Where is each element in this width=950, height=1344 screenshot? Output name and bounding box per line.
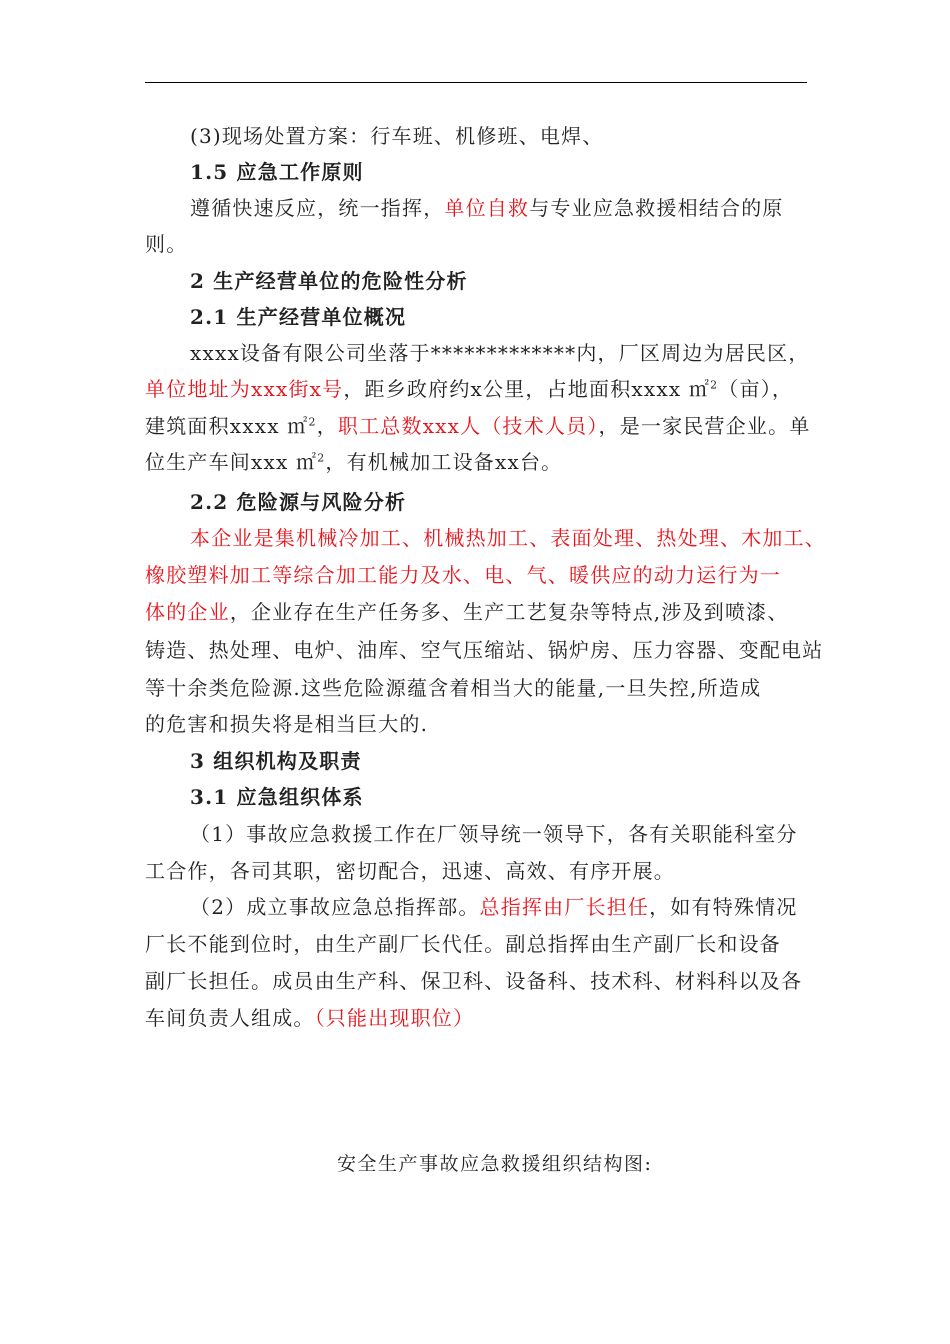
text: ，有机械加工设备xx台。 xyxy=(325,450,563,474)
text: 等十余类危险源.这些危险源蕴含着相当大的能量,一旦失控,所造成 xyxy=(145,676,762,700)
highlight-text: 单位地址为xxx街x号 xyxy=(145,377,344,401)
highlight-text: 橡胶塑料加工等综合加工能力及水、电、气、暖供应的动力运行为一 xyxy=(145,563,781,587)
heading-text: 3.1 应急组织体系 xyxy=(190,785,364,809)
text: 铸造、热处理、电炉、油库、空气压缩站、锅炉房、压力容器、变配电站 xyxy=(145,638,824,662)
heading-2 xyxy=(190,263,865,299)
heading-text: 2.2 危险源与风险分析 xyxy=(190,490,407,514)
header-rule xyxy=(145,82,807,83)
text: （1）事故应急救援工作在厂领导统一领导下，各有关职能科室分 xyxy=(190,822,798,846)
text: （2）成立事故应急总指挥部。 xyxy=(190,895,480,919)
text: ， xyxy=(316,414,338,438)
heading-3-1 xyxy=(190,779,865,815)
text: （亩）， xyxy=(718,377,794,401)
text: 遵循快速反应，统一指挥， xyxy=(190,196,445,220)
text: 厂长不能到位时，由生产副厂长代任。副总指挥由生产副厂长和设备 xyxy=(145,932,781,956)
text: ，是一家民营企业。单 xyxy=(598,414,811,438)
principle-line-2 xyxy=(145,226,820,262)
overview-line-2 xyxy=(145,371,820,407)
highlight-text: 体的企业 xyxy=(145,600,230,624)
heading-text: 1.5 应急工作原则 xyxy=(190,160,364,184)
text: 位生产车间xxx ㎡ xyxy=(145,450,318,474)
risk-line-4 xyxy=(145,632,824,668)
text: 工合作，各司其职，密切配合，迅速、高效、有序开展。 xyxy=(145,859,675,883)
superscript: 2 xyxy=(710,378,719,392)
text: ，企业存在生产任务多、生产工艺复杂等特点,涉及到喷漆、 xyxy=(229,600,789,624)
principle-line-1 xyxy=(190,190,865,226)
org-line-3 xyxy=(190,889,865,925)
superscript: 2 xyxy=(308,415,317,429)
org-line-6 xyxy=(145,1000,820,1036)
org-line-1 xyxy=(190,816,865,852)
heading-text: 2 生产经营单位的危险性分析 xyxy=(190,269,468,293)
text: 与专业应急救援相结合的原 xyxy=(529,196,784,220)
overview-line-3 xyxy=(145,408,820,444)
org-chart-caption: 安全生产事故应急救援组织结构图: xyxy=(337,1153,653,1175)
text: (3)现场处置方案：行车班、机修班、电焊、 xyxy=(190,124,604,148)
text: 车间负责人组成。 xyxy=(145,1006,315,1030)
risk-line-2 xyxy=(145,557,820,593)
org-line-2 xyxy=(145,853,820,889)
overview-line-4 xyxy=(145,444,820,480)
text: xxxx设备有限公司坐落于*************内，厂区周边为居民区， xyxy=(190,341,810,365)
risk-line-1 xyxy=(190,520,865,556)
risk-line-5 xyxy=(145,670,820,706)
org-line-4 xyxy=(145,926,820,962)
heading-3 xyxy=(190,743,865,779)
text: ，距乡政府约x公里，占地面积xxxx ㎡ xyxy=(343,377,711,401)
risk-line-6 xyxy=(145,706,820,742)
heading-2-1 xyxy=(190,299,865,335)
text: 副厂长担任。成员由生产科、保卫科、设备科、技术科、材料科以及各 xyxy=(145,969,803,993)
text: 则。 xyxy=(145,232,188,256)
text: 的危害和损失将是相当巨大的. xyxy=(145,712,429,736)
text: ，如有特殊情况 xyxy=(649,895,798,919)
text: 建筑面积xxxx ㎡ xyxy=(145,414,309,438)
heading-text: 3 组织机构及职责 xyxy=(190,749,362,773)
highlight-text: 总指挥由厂长担任 xyxy=(479,895,650,919)
superscript: 2 xyxy=(317,451,326,465)
highlight-text: 职工总数xxx人（技术人员） xyxy=(337,414,599,438)
heading-2-2 xyxy=(190,484,865,520)
overview-line-1 xyxy=(190,335,865,371)
highlight-text: 本企业是集机械冷加工、机械热加工、表面处理、热处理、木加工、 xyxy=(190,526,826,550)
highlight-note: （只能出现职位） xyxy=(314,1006,475,1030)
heading-text: 2.1 生产经营单位概况 xyxy=(190,305,407,329)
risk-line-3 xyxy=(145,594,820,630)
org-line-5 xyxy=(145,963,820,999)
field-response-plan-line xyxy=(190,118,865,154)
highlight-text: 单位自救 xyxy=(444,196,530,220)
heading-1-5 xyxy=(190,154,865,190)
